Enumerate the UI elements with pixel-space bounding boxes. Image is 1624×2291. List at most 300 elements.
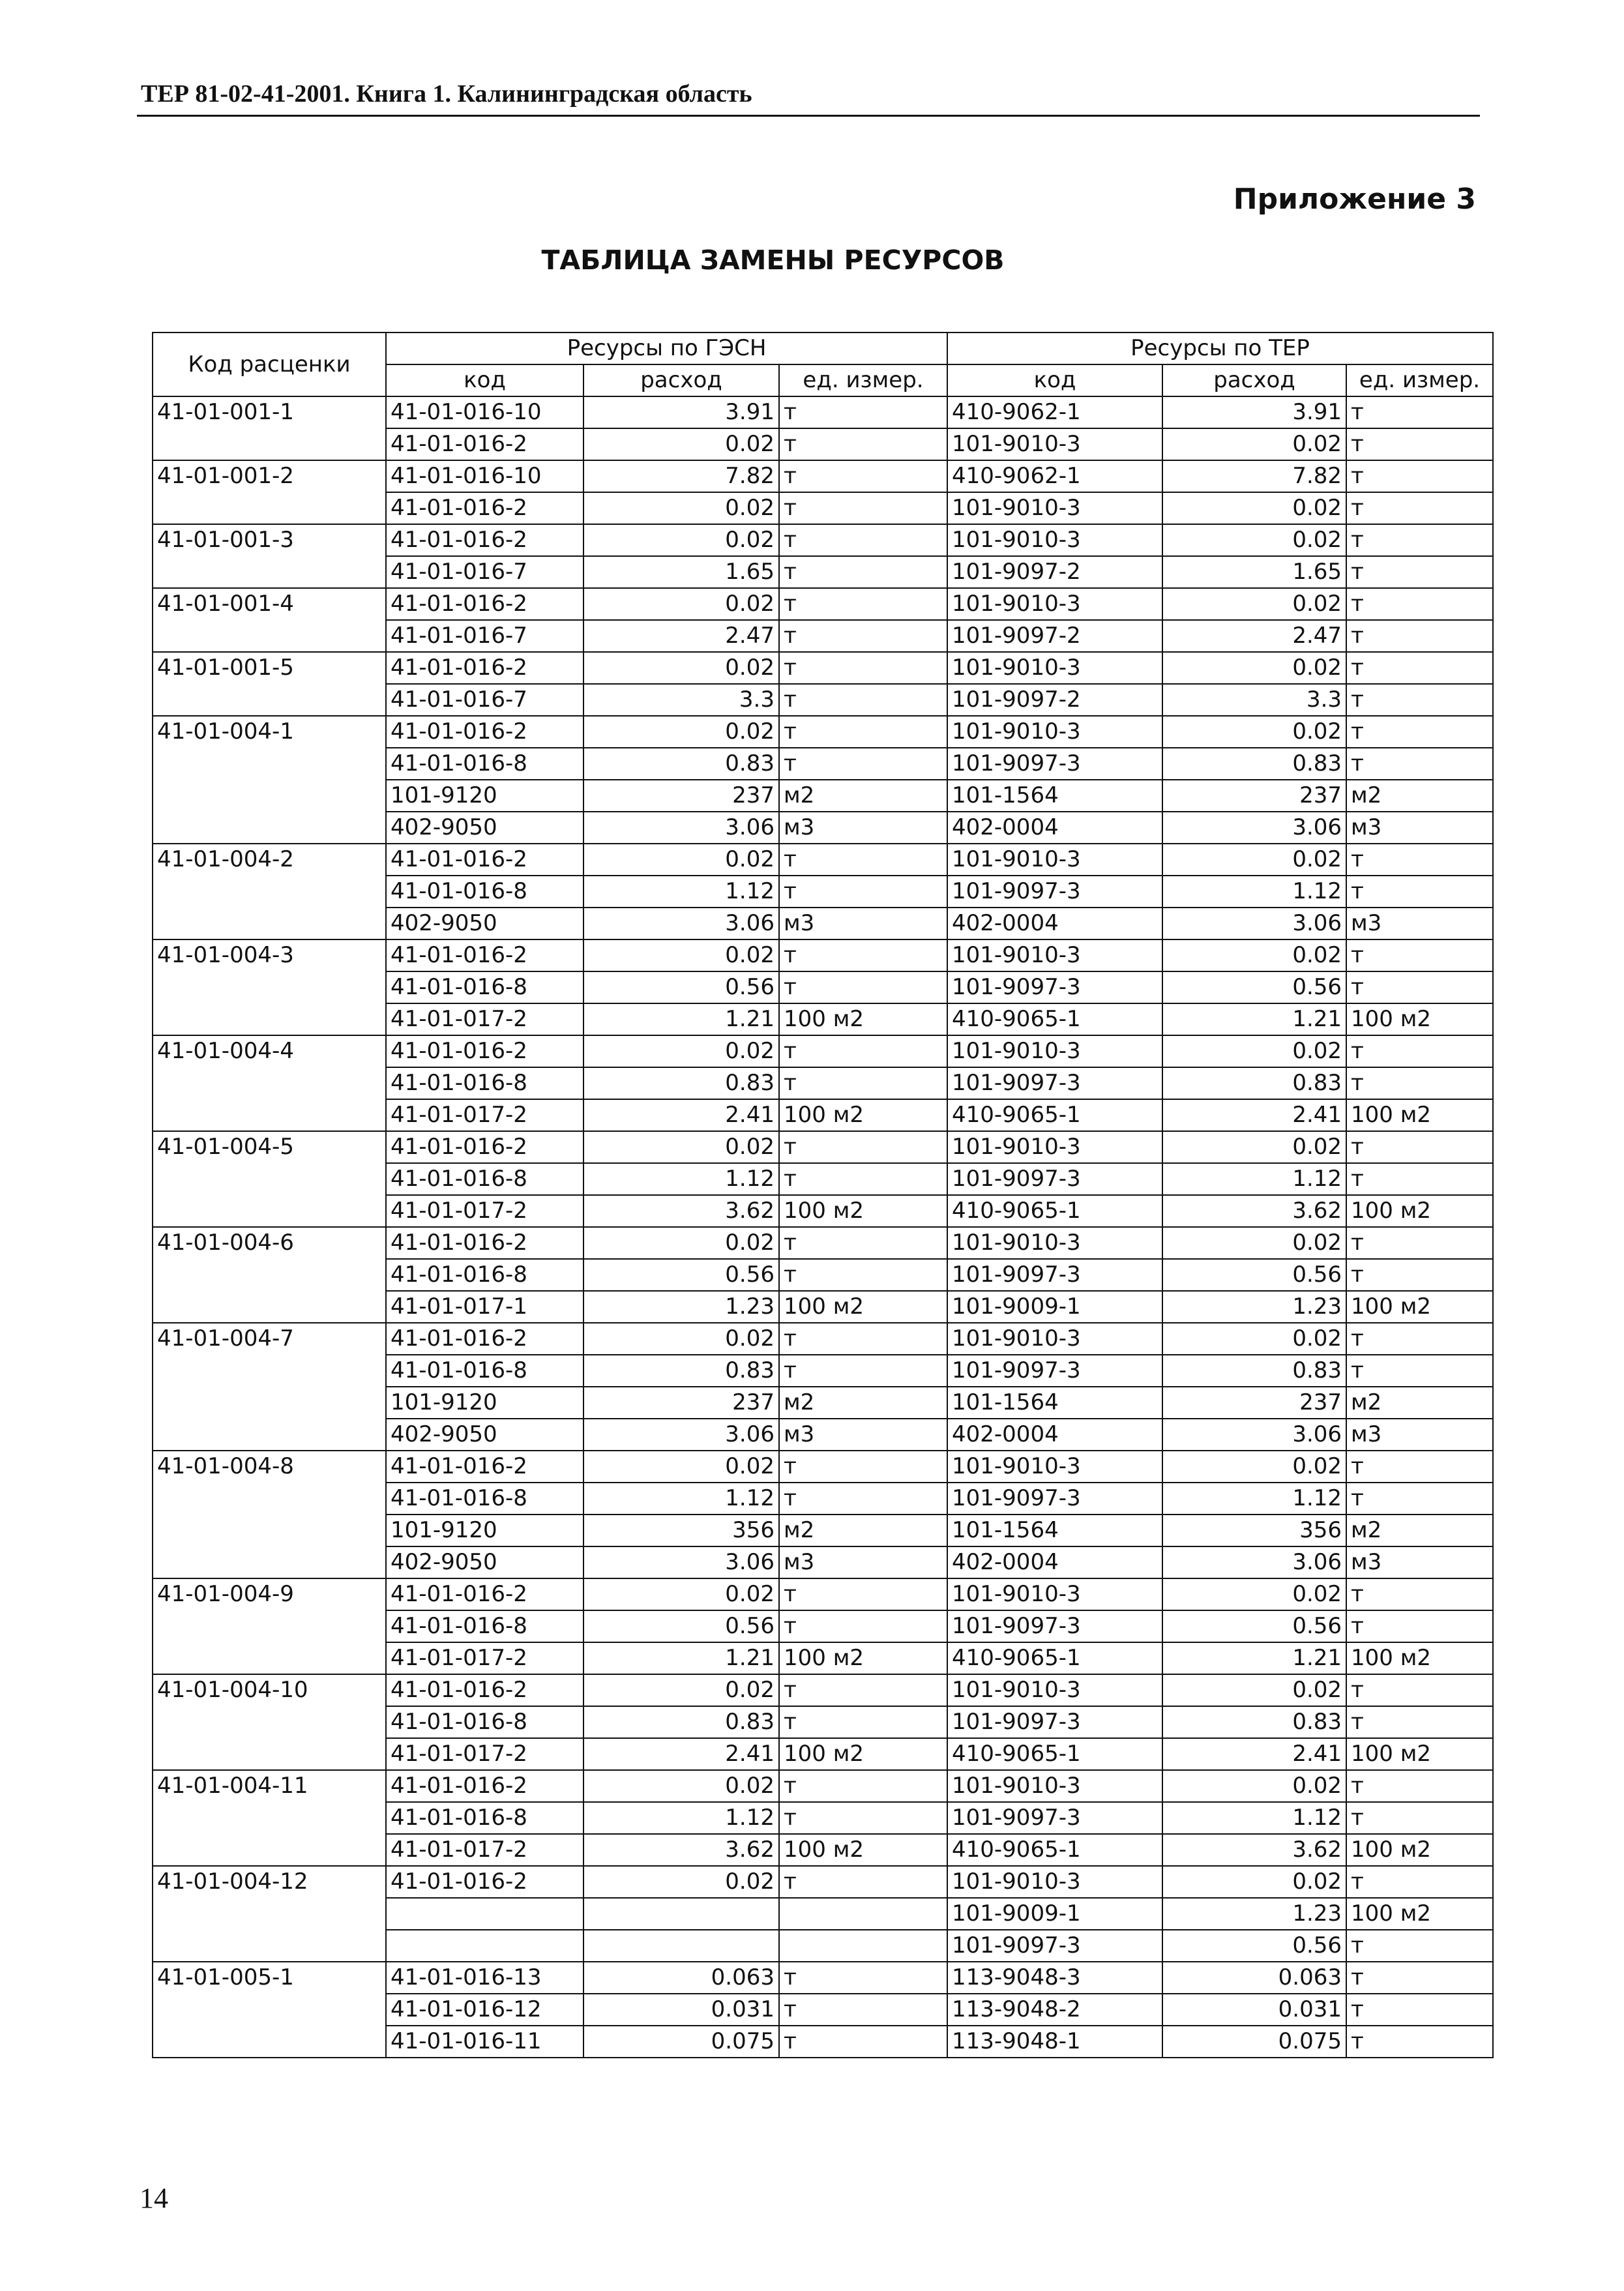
ter-consumption-cell: 1.21 <box>1162 1642 1346 1674</box>
ter-unit-cell: т <box>1346 1930 1493 1962</box>
gesn-consumption-cell: 0.02 <box>583 1866 779 1898</box>
ter-unit-cell: м3 <box>1346 1546 1493 1578</box>
ter-code-cell: 101-9009-1 <box>947 1291 1162 1323</box>
ter-unit-cell: м3 <box>1346 812 1493 844</box>
gesn-code-cell: 41-01-017-2 <box>386 1099 583 1131</box>
ter-unit-cell: т <box>1346 1163 1493 1195</box>
gesn-code-cell: 41-01-016-8 <box>386 1259 583 1291</box>
gesn-code-cell: 41-01-016-2 <box>386 1323 583 1355</box>
table-row <box>153 939 1493 971</box>
ter-code-cell: 101-9010-3 <box>947 1227 1162 1259</box>
gesn-code-cell: 41-01-016-8 <box>386 1610 583 1642</box>
gesn-unit-cell: м3 <box>779 812 947 844</box>
header-ter-consumption: расход <box>1162 364 1346 396</box>
gesn-unit-cell: т <box>779 588 947 620</box>
gesn-code-cell: 402-9050 <box>386 908 583 939</box>
ter-code-cell: 101-9097-3 <box>947 876 1162 908</box>
gesn-code-cell: 41-01-016-2 <box>386 1578 583 1610</box>
gesn-consumption-cell: 0.02 <box>583 844 779 876</box>
gesn-unit-cell: т <box>779 556 947 588</box>
ter-code-cell: 101-9010-3 <box>947 844 1162 876</box>
ter-code-cell: 410-9065-1 <box>947 1195 1162 1227</box>
rate-code-cell: 41-01-005-1 <box>153 1962 386 2058</box>
ter-consumption-cell: 3.62 <box>1162 1834 1346 1866</box>
ter-unit-cell: 100 м2 <box>1346 1898 1493 1930</box>
ter-consumption-cell: 0.02 <box>1162 1035 1346 1067</box>
gesn-code-cell: 41-01-016-10 <box>386 396 583 428</box>
ter-code-cell: 101-9010-3 <box>947 1674 1162 1706</box>
header-gesn-unit: ед. измер. <box>779 364 947 396</box>
header-gesn-group: Ресурсы по ГЭСН <box>386 333 947 364</box>
gesn-consumption-cell: 0.56 <box>583 1259 779 1291</box>
ter-code-cell: 101-9010-3 <box>947 716 1162 748</box>
gesn-unit-cell <box>779 1898 947 1930</box>
ter-consumption-cell: 0.02 <box>1162 716 1346 748</box>
ter-consumption-cell: 0.02 <box>1162 1131 1346 1163</box>
rate-code-cell: 41-01-001-4 <box>153 588 386 652</box>
table-row <box>153 1451 1493 1483</box>
gesn-unit-cell: т <box>779 684 947 716</box>
rate-code-cell: 41-01-004-6 <box>153 1227 386 1323</box>
gesn-code-cell: 41-01-016-7 <box>386 684 583 716</box>
gesn-code-cell: 41-01-017-2 <box>386 1003 583 1035</box>
ter-consumption-cell: 1.21 <box>1162 1003 1346 1035</box>
gesn-code-cell: 41-01-016-7 <box>386 556 583 588</box>
gesn-code-cell: 41-01-016-2 <box>386 1866 583 1898</box>
gesn-code-cell: 101-9120 <box>386 780 583 812</box>
ter-consumption-cell: 0.02 <box>1162 588 1346 620</box>
ter-consumption-cell: 0.56 <box>1162 971 1346 1003</box>
gesn-unit-cell: т <box>779 1483 947 1515</box>
ter-unit-cell: т <box>1346 716 1493 748</box>
ter-code-cell: 101-9097-3 <box>947 1259 1162 1291</box>
ter-unit-cell: т <box>1346 876 1493 908</box>
gesn-unit-cell: т <box>779 1770 947 1802</box>
ter-code-cell: 101-9097-3 <box>947 1802 1162 1834</box>
gesn-consumption-cell: 237 <box>583 1387 779 1419</box>
ter-unit-cell: т <box>1346 1035 1493 1067</box>
ter-unit-cell: т <box>1346 1962 1493 1994</box>
gesn-code-cell: 41-01-016-11 <box>386 2026 583 2058</box>
gesn-consumption-cell: 3.06 <box>583 908 779 939</box>
gesn-unit-cell: т <box>779 460 947 492</box>
rate-code-cell: 41-01-004-7 <box>153 1323 386 1451</box>
table-row <box>153 1323 1493 1355</box>
document-title: ТАБЛИЦА ЗАМЕНЫ РЕСУРСОВ <box>541 244 1005 276</box>
ter-consumption-cell: 0.063 <box>1162 1962 1346 1994</box>
gesn-consumption-cell: 1.21 <box>583 1003 779 1035</box>
ter-consumption-cell: 2.47 <box>1162 620 1346 652</box>
rate-code-cell: 41-01-001-2 <box>153 460 386 524</box>
gesn-code-cell: 41-01-016-10 <box>386 460 583 492</box>
gesn-code-cell: 41-01-016-2 <box>386 1451 583 1483</box>
ter-code-cell: 101-9010-3 <box>947 652 1162 684</box>
ter-consumption-cell: 0.02 <box>1162 524 1346 556</box>
gesn-consumption-cell: 0.56 <box>583 1610 779 1642</box>
ter-code-cell: 101-9009-1 <box>947 1898 1162 1930</box>
gesn-code-cell: 101-9120 <box>386 1387 583 1419</box>
rate-code-cell: 41-01-004-8 <box>153 1451 386 1578</box>
gesn-code-cell <box>386 1930 583 1962</box>
gesn-code-cell: 41-01-016-2 <box>386 428 583 460</box>
gesn-code-cell: 41-01-016-8 <box>386 1355 583 1387</box>
gesn-unit-cell: 100 м2 <box>779 1738 947 1770</box>
gesn-unit-cell: т <box>779 1866 947 1898</box>
gesn-code-cell: 402-9050 <box>386 1419 583 1451</box>
ter-code-cell: 101-9097-2 <box>947 684 1162 716</box>
gesn-code-cell: 41-01-016-8 <box>386 1163 583 1195</box>
gesn-unit-cell: т <box>779 1962 947 1994</box>
gesn-consumption-cell: 0.02 <box>583 1131 779 1163</box>
ter-consumption-cell: 0.83 <box>1162 1067 1346 1099</box>
gesn-unit-cell: т <box>779 492 947 524</box>
ter-consumption-cell: 2.41 <box>1162 1099 1346 1131</box>
ter-consumption-cell: 3.3 <box>1162 684 1346 716</box>
gesn-unit-cell: т <box>779 1227 947 1259</box>
gesn-consumption-cell: 0.83 <box>583 1355 779 1387</box>
ter-code-cell: 101-9010-3 <box>947 1131 1162 1163</box>
ter-code-cell: 101-9010-3 <box>947 1770 1162 1802</box>
gesn-consumption-cell: 1.12 <box>583 876 779 908</box>
rate-code-cell: 41-01-004-9 <box>153 1578 386 1674</box>
table-row <box>153 1866 1493 1898</box>
ter-code-cell: 101-9097-3 <box>947 1067 1162 1099</box>
ter-unit-cell: 100 м2 <box>1346 1738 1493 1770</box>
ter-code-cell: 410-9065-1 <box>947 1834 1162 1866</box>
ter-code-cell: 101-9010-3 <box>947 428 1162 460</box>
ter-consumption-cell: 356 <box>1162 1515 1346 1546</box>
ter-consumption-cell: 2.41 <box>1162 1738 1346 1770</box>
gesn-consumption-cell: 1.12 <box>583 1163 779 1195</box>
ter-code-cell: 113-9048-1 <box>947 2026 1162 2058</box>
ter-unit-cell: т <box>1346 1483 1493 1515</box>
gesn-code-cell: 41-01-016-2 <box>386 939 583 971</box>
gesn-consumption-cell: 0.83 <box>583 1706 779 1738</box>
ter-code-cell: 101-9097-2 <box>947 620 1162 652</box>
ter-unit-cell: 100 м2 <box>1346 1003 1493 1035</box>
gesn-consumption-cell: 2.41 <box>583 1738 779 1770</box>
rate-code-cell: 41-01-001-1 <box>153 396 386 460</box>
header-rate-code: Код расценки <box>153 333 386 396</box>
ter-consumption-cell: 0.56 <box>1162 1259 1346 1291</box>
ter-code-cell: 101-9097-3 <box>947 1706 1162 1738</box>
gesn-unit-cell: т <box>779 1451 947 1483</box>
gesn-unit-cell: т <box>779 844 947 876</box>
ter-unit-cell: м2 <box>1346 1387 1493 1419</box>
ter-code-cell: 101-1564 <box>947 1387 1162 1419</box>
ter-consumption-cell: 0.83 <box>1162 1355 1346 1387</box>
ter-unit-cell: т <box>1346 524 1493 556</box>
ter-unit-cell: т <box>1346 1355 1493 1387</box>
ter-code-cell: 101-9097-3 <box>947 1610 1162 1642</box>
ter-code-cell: 402-0004 <box>947 1419 1162 1451</box>
ter-consumption-cell: 0.02 <box>1162 492 1346 524</box>
table-row <box>153 1962 1493 1994</box>
gesn-unit-cell: т <box>779 1067 947 1099</box>
header-gesn-code: код <box>386 364 583 396</box>
gesn-code-cell: 41-01-016-2 <box>386 492 583 524</box>
gesn-consumption-cell: 3.3 <box>583 684 779 716</box>
gesn-unit-cell: м2 <box>779 1387 947 1419</box>
gesn-unit-cell: т <box>779 1802 947 1834</box>
gesn-unit-cell: т <box>779 1674 947 1706</box>
table-row <box>153 1674 1493 1706</box>
ter-unit-cell: м2 <box>1346 780 1493 812</box>
gesn-consumption-cell: 3.06 <box>583 1546 779 1578</box>
gesn-consumption-cell: 0.83 <box>583 748 779 780</box>
gesn-unit-cell: т <box>779 971 947 1003</box>
gesn-unit-cell: т <box>779 2026 947 2058</box>
ter-code-cell: 410-9065-1 <box>947 1738 1162 1770</box>
gesn-code-cell: 41-01-017-2 <box>386 1834 583 1866</box>
ter-unit-cell: т <box>1346 2026 1493 2058</box>
gesn-consumption-cell: 0.075 <box>583 2026 779 2058</box>
ter-consumption-cell: 1.23 <box>1162 1898 1346 1930</box>
gesn-consumption-cell: 0.02 <box>583 716 779 748</box>
ter-unit-cell: 100 м2 <box>1346 1195 1493 1227</box>
rate-code-cell: 41-01-004-11 <box>153 1770 386 1866</box>
gesn-code-cell: 41-01-016-2 <box>386 588 583 620</box>
ter-unit-cell: т <box>1346 1131 1493 1163</box>
header-row-top <box>153 333 1493 364</box>
gesn-code-cell: 402-9050 <box>386 1546 583 1578</box>
gesn-consumption-cell: 1.12 <box>583 1483 779 1515</box>
table-row <box>153 460 1493 492</box>
ter-code-cell: 101-1564 <box>947 1515 1162 1546</box>
ter-consumption-cell: 0.031 <box>1162 1994 1346 2026</box>
ter-code-cell: 410-9065-1 <box>947 1642 1162 1674</box>
ter-code-cell: 113-9048-3 <box>947 1962 1162 1994</box>
ter-unit-cell: т <box>1346 939 1493 971</box>
gesn-consumption-cell: 3.06 <box>583 812 779 844</box>
ter-code-cell: 410-9065-1 <box>947 1099 1162 1131</box>
gesn-code-cell: 41-01-016-2 <box>386 1035 583 1067</box>
ter-consumption-cell: 0.075 <box>1162 2026 1346 2058</box>
rate-code-cell: 41-01-004-12 <box>153 1866 386 1962</box>
table-row <box>153 1578 1493 1610</box>
ter-consumption-cell: 237 <box>1162 780 1346 812</box>
ter-code-cell: 410-9062-1 <box>947 460 1162 492</box>
ter-consumption-cell: 3.91 <box>1162 396 1346 428</box>
gesn-code-cell: 41-01-016-8 <box>386 971 583 1003</box>
gesn-unit-cell: м3 <box>779 1546 947 1578</box>
gesn-unit-cell: т <box>779 1163 947 1195</box>
ter-code-cell: 410-9062-1 <box>947 396 1162 428</box>
header-rule <box>137 115 1480 117</box>
gesn-unit-cell: т <box>779 1578 947 1610</box>
gesn-code-cell: 41-01-016-8 <box>386 1706 583 1738</box>
ter-unit-cell: т <box>1346 1610 1493 1642</box>
gesn-consumption-cell: 0.02 <box>583 1578 779 1610</box>
ter-code-cell: 113-9048-2 <box>947 1994 1162 2026</box>
gesn-consumption-cell: 0.02 <box>583 1451 779 1483</box>
gesn-code-cell: 41-01-016-2 <box>386 716 583 748</box>
ter-unit-cell: т <box>1346 844 1493 876</box>
ter-consumption-cell: 1.65 <box>1162 556 1346 588</box>
ter-consumption-cell: 237 <box>1162 1387 1346 1419</box>
gesn-unit-cell: м3 <box>779 908 947 939</box>
rate-code-cell: 41-01-004-4 <box>153 1035 386 1131</box>
ter-consumption-cell: 1.12 <box>1162 1483 1346 1515</box>
gesn-code-cell: 41-01-016-2 <box>386 1227 583 1259</box>
ter-code-cell: 410-9065-1 <box>947 1003 1162 1035</box>
ter-code-cell: 402-0004 <box>947 812 1162 844</box>
gesn-unit-cell: 100 м2 <box>779 1195 947 1227</box>
table-row <box>153 1770 1493 1802</box>
gesn-code-cell: 41-01-016-2 <box>386 844 583 876</box>
gesn-code-cell: 41-01-017-1 <box>386 1291 583 1323</box>
ter-consumption-cell: 0.02 <box>1162 844 1346 876</box>
ter-code-cell: 101-9097-3 <box>947 1163 1162 1195</box>
gesn-consumption-cell: 0.031 <box>583 1994 779 2026</box>
ter-consumption-cell: 3.06 <box>1162 812 1346 844</box>
gesn-consumption-cell: 0.02 <box>583 1227 779 1259</box>
ter-unit-cell: 100 м2 <box>1346 1834 1493 1866</box>
gesn-code-cell: 41-01-016-8 <box>386 876 583 908</box>
ter-consumption-cell: 0.56 <box>1162 1610 1346 1642</box>
gesn-consumption-cell: 0.02 <box>583 524 779 556</box>
header-ter-unit: ед. измер. <box>1346 364 1493 396</box>
ter-unit-cell: т <box>1346 1706 1493 1738</box>
gesn-consumption-cell <box>583 1930 779 1962</box>
ter-unit-cell: т <box>1346 588 1493 620</box>
gesn-consumption-cell: 1.12 <box>583 1802 779 1834</box>
ter-unit-cell: т <box>1346 1578 1493 1610</box>
gesn-consumption-cell: 2.47 <box>583 620 779 652</box>
gesn-consumption-cell: 0.02 <box>583 1674 779 1706</box>
gesn-code-cell: 41-01-016-8 <box>386 1483 583 1515</box>
gesn-unit-cell: т <box>779 524 947 556</box>
gesn-consumption-cell: 0.02 <box>583 652 779 684</box>
ter-unit-cell: м2 <box>1346 1515 1493 1546</box>
gesn-consumption-cell: 0.02 <box>583 939 779 971</box>
gesn-code-cell: 41-01-016-2 <box>386 1131 583 1163</box>
table-row <box>153 396 1493 428</box>
ter-consumption-cell: 1.23 <box>1162 1291 1346 1323</box>
table-row <box>153 1227 1493 1259</box>
gesn-code-cell: 41-01-017-2 <box>386 1195 583 1227</box>
ter-code-cell: 101-9097-3 <box>947 1483 1162 1515</box>
gesn-code-cell: 402-9050 <box>386 812 583 844</box>
ter-consumption-cell: 0.02 <box>1162 1451 1346 1483</box>
gesn-code-cell: 41-01-016-8 <box>386 748 583 780</box>
ter-code-cell: 101-9010-3 <box>947 1451 1162 1483</box>
ter-unit-cell: т <box>1346 1323 1493 1355</box>
ter-unit-cell: 100 м2 <box>1346 1291 1493 1323</box>
ter-unit-cell: 100 м2 <box>1346 1642 1493 1674</box>
ter-consumption-cell: 0.02 <box>1162 1770 1346 1802</box>
gesn-consumption-cell: 0.02 <box>583 1035 779 1067</box>
gesn-unit-cell: т <box>779 748 947 780</box>
rate-code-cell: 41-01-004-5 <box>153 1131 386 1227</box>
gesn-consumption-cell: 0.063 <box>583 1962 779 1994</box>
ter-unit-cell: т <box>1346 748 1493 780</box>
gesn-code-cell: 101-9120 <box>386 1515 583 1546</box>
ter-unit-cell: т <box>1346 1259 1493 1291</box>
ter-code-cell: 101-9010-3 <box>947 524 1162 556</box>
rate-code-cell: 41-01-004-3 <box>153 939 386 1035</box>
gesn-consumption-cell: 0.02 <box>583 1770 779 1802</box>
gesn-consumption-cell: 0.83 <box>583 1067 779 1099</box>
table-row <box>153 1035 1493 1067</box>
ter-code-cell: 101-9097-3 <box>947 748 1162 780</box>
resource-replacement-table <box>152 332 1494 2058</box>
ter-code-cell: 101-9010-3 <box>947 1323 1162 1355</box>
gesn-consumption-cell: 1.23 <box>583 1291 779 1323</box>
ter-unit-cell: т <box>1346 1866 1493 1898</box>
ter-consumption-cell: 0.02 <box>1162 1323 1346 1355</box>
gesn-consumption-cell: 3.06 <box>583 1419 779 1451</box>
ter-consumption-cell: 0.02 <box>1162 1866 1346 1898</box>
gesn-unit-cell: 100 м2 <box>779 1099 947 1131</box>
gesn-consumption-cell <box>583 1898 779 1930</box>
gesn-unit-cell: 100 м2 <box>779 1003 947 1035</box>
table-body <box>153 396 1493 2058</box>
gesn-consumption-cell: 3.62 <box>583 1195 779 1227</box>
gesn-unit-cell: т <box>779 1131 947 1163</box>
ter-consumption-cell: 1.12 <box>1162 876 1346 908</box>
ter-unit-cell: т <box>1346 492 1493 524</box>
gesn-unit-cell: т <box>779 1323 947 1355</box>
gesn-unit-cell: т <box>779 876 947 908</box>
ter-consumption-cell: 0.83 <box>1162 748 1346 780</box>
rate-code-cell: 41-01-004-1 <box>153 716 386 844</box>
gesn-code-cell: 41-01-017-2 <box>386 1642 583 1674</box>
appendix-label: Приложение 3 <box>1233 183 1476 216</box>
gesn-code-cell: 41-01-016-2 <box>386 652 583 684</box>
gesn-unit-cell: м3 <box>779 1419 947 1451</box>
gesn-consumption-cell: 0.56 <box>583 971 779 1003</box>
ter-code-cell: 101-9010-3 <box>947 1866 1162 1898</box>
gesn-unit-cell: т <box>779 1610 947 1642</box>
page-number: 14 <box>140 2182 168 2214</box>
ter-consumption-cell: 3.62 <box>1162 1195 1346 1227</box>
ter-code-cell: 402-0004 <box>947 1546 1162 1578</box>
gesn-unit-cell: т <box>779 1259 947 1291</box>
resource-replacement-table-wrapper <box>152 332 1492 2058</box>
ter-code-cell: 101-1564 <box>947 780 1162 812</box>
ter-consumption-cell: 0.02 <box>1162 1674 1346 1706</box>
gesn-consumption-cell: 1.65 <box>583 556 779 588</box>
ter-consumption-cell: 0.02 <box>1162 1227 1346 1259</box>
gesn-unit-cell: 100 м2 <box>779 1291 947 1323</box>
ter-unit-cell: т <box>1346 1451 1493 1483</box>
gesn-code-cell: 41-01-016-2 <box>386 1770 583 1802</box>
ter-code-cell: 101-9097-2 <box>947 556 1162 588</box>
ter-consumption-cell: 0.83 <box>1162 1706 1346 1738</box>
gesn-code-cell: 41-01-016-2 <box>386 524 583 556</box>
ter-unit-cell: т <box>1346 1227 1493 1259</box>
ter-consumption-cell: 3.06 <box>1162 1419 1346 1451</box>
ter-unit-cell: т <box>1346 1802 1493 1834</box>
ter-unit-cell: м3 <box>1346 1419 1493 1451</box>
table-row <box>153 652 1493 684</box>
ter-unit-cell: т <box>1346 556 1493 588</box>
header-ter-group: Ресурсы по ТЕР <box>947 333 1493 364</box>
running-header: ТЕР 81-02-41-2001. Книга 1. Калининградская область <box>141 80 752 108</box>
gesn-unit-cell: т <box>779 620 947 652</box>
ter-consumption-cell: 0.02 <box>1162 939 1346 971</box>
ter-consumption-cell: 7.82 <box>1162 460 1346 492</box>
rate-code-cell: 41-01-004-2 <box>153 844 386 939</box>
ter-code-cell: 101-9010-3 <box>947 939 1162 971</box>
gesn-code-cell: 41-01-016-8 <box>386 1802 583 1834</box>
gesn-unit-cell: т <box>779 939 947 971</box>
ter-consumption-cell: 3.06 <box>1162 908 1346 939</box>
gesn-code-cell: 41-01-016-2 <box>386 1674 583 1706</box>
table-row <box>153 716 1493 748</box>
gesn-unit-cell: т <box>779 652 947 684</box>
